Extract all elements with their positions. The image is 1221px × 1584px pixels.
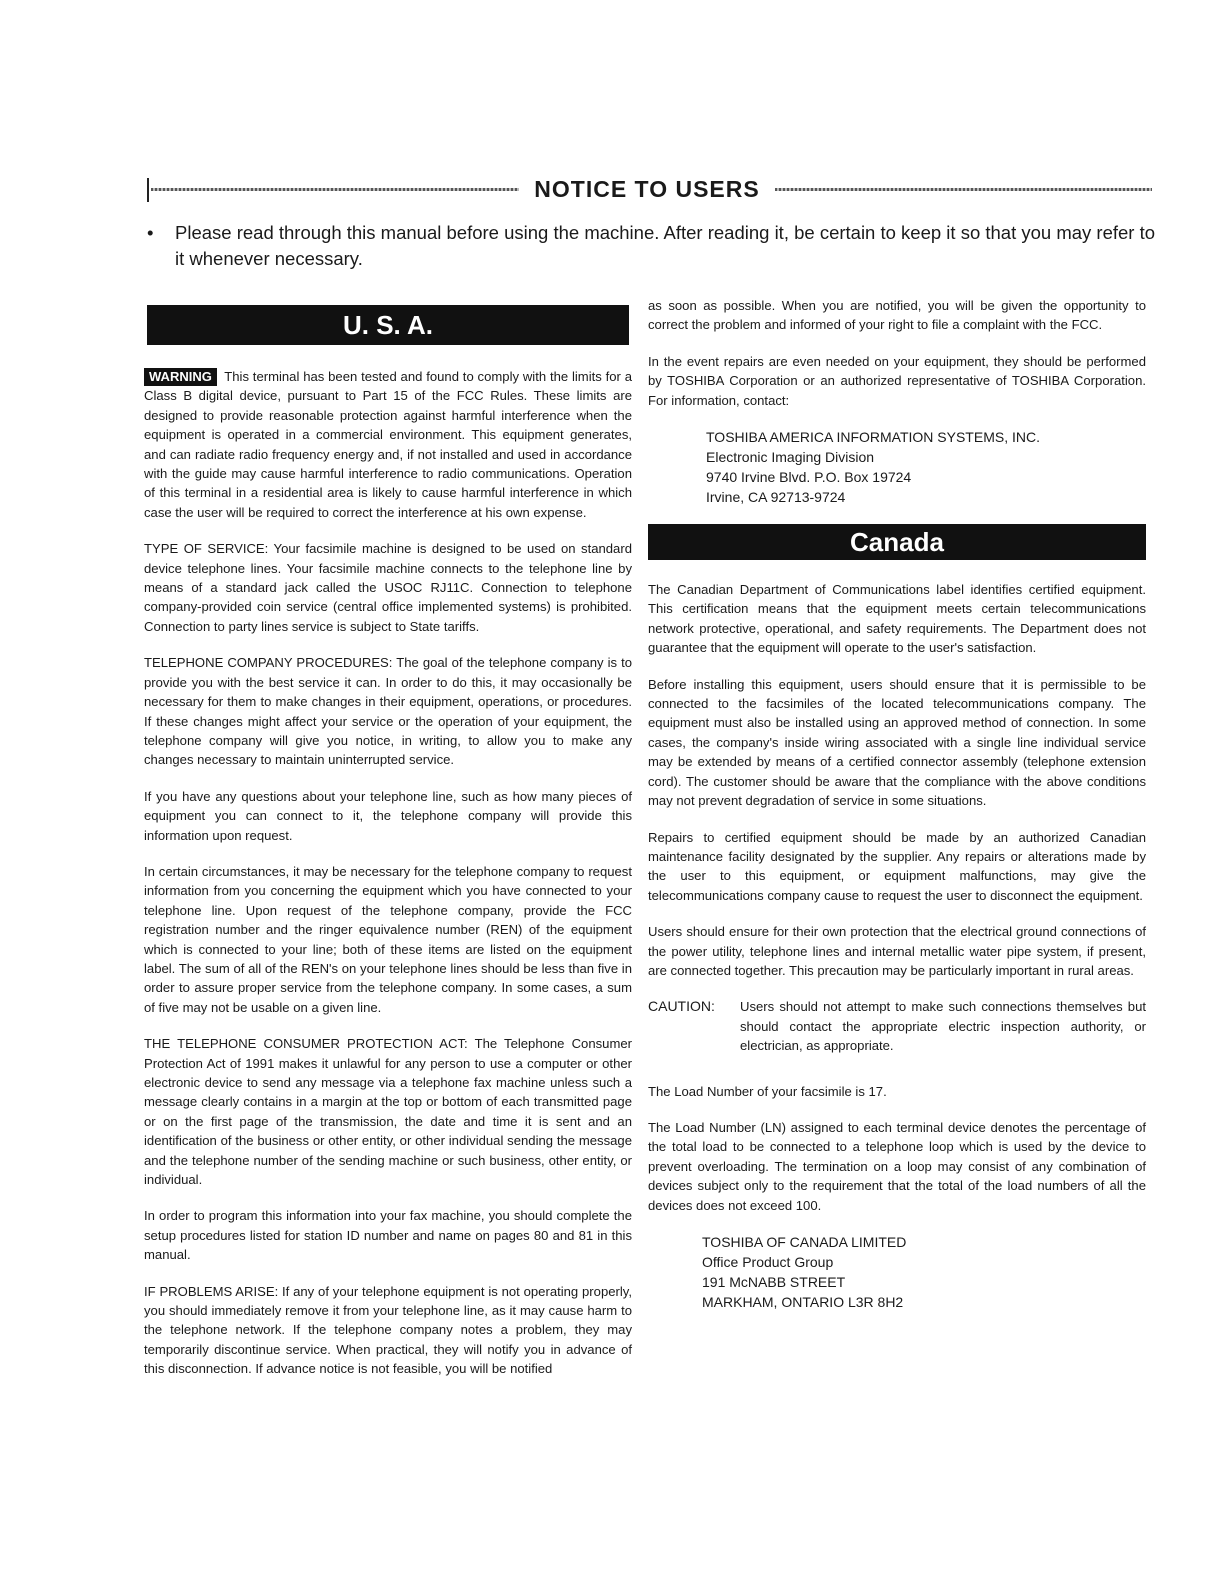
canada-protection-paragraph: Users should ensure for their own protection that the electrical ground connections of the power utility, telephone lines and internal metallic water pipe system, if present, are connected together. This precaution may be particularly important in rural areas. <box>648 924 1146 978</box>
address-line: TOSHIBA AMERICA INFORMATION SYSTEMS, INC. <box>706 429 1040 446</box>
address-line: MARKHAM, ONTARIO L3R 8H2 <box>702 1294 904 1310</box>
address-line: TOSHIBA OF CANADA LIMITED <box>702 1234 907 1250</box>
address-line: Electronic Imaging Division <box>706 449 875 466</box>
address-line: Irvine, CA 92713-9724 <box>706 489 846 506</box>
canada-label-paragraph: The Canadian Department of Communications label identifies certified equipment. This certification means that the equipment meets certain telecommunications network protective, operational, and safety requirements. The Department does not guarantee that the equipment will operate to the user's satisfaction. <box>648 582 1146 656</box>
usa-heading: U. S. A. <box>147 305 629 345</box>
repairs-paragraph: In the event repairs are even needed on your equipment, they should be performed by TOSHIBA Corporation or an authorized representative of TOSHIBA Corporation. For information, contact: <box>648 353 1146 408</box>
left-column <box>144 300 632 1396</box>
title-rule-right <box>775 188 1152 191</box>
type-of-service-paragraph: TYPE OF SERVICE: Your facsimile machine is designed to be used on standard device telephone lines. Your facsimile machine connects to the telephone line by means of a standard jack called the USOC RJ11C. Connection to telephone company-provided coin service (central office implemented systems) is prohibited. Connection to party lines service is subject to State tariffs. <box>144 541 632 634</box>
warning-badge: WARNING <box>144 368 217 386</box>
telephone-company-procedures-paragraph: TELEPHONE COMPANY PROCEDURES: The goal of the telephone company is to provide you with the best service it can. In order to do this, it may occasionally be necessary for them to make changes in their equipment, operations, or procedures. If these changes might affect your service or the operation of your equipment, the telephone company will give you notice, in writing, to allow you to make any changes necessary to maintain uninterrupted service. <box>144 655 632 768</box>
load-explanation-paragraph: The Load Number (LN) assigned to each terminal device denotes the percentage of the total load to be connected to a telephone loop which is used by the device to prevent overloading. The termination on a loop may consist of any combination of devices subject only to the requirement that the total of the load numbers of all the devices does not exceed 100. <box>648 1119 1146 1213</box>
intro-text: Please read through this manual before using the machine. After reading it, be certain to keep it so that you may refer to it whenever necessary. <box>175 222 1156 269</box>
address-line: 9740 Irvine Blvd. P.O. Box 19724 <box>706 469 912 486</box>
warning-text: This terminal has been tested and found to comply with the limits for a Class B digital device, pursuant to Part 15 of the FCC Rules. These limits are designed to provide reasonable protection against harmful interference when the equipment is operated in a commercial environment. This equipment generates, and can radiate radio frequency energy and, if not installed and used in accordance with the guide may cause harmful interference to radio communications. Operation of this terminal in a residential area is likely to cause harmful interference in which case the user will be required to correct the interference at his own expense. <box>144 369 632 520</box>
questions-paragraph: If you have any questions about your telephone line, such as how many pieces of equipment you can connect to it, the telephone company will provide this information upon request. <box>144 788 632 843</box>
right-column <box>648 296 1146 1329</box>
intro-notice <box>147 220 1157 272</box>
title-left-tick <box>147 178 149 202</box>
address-line: 191 McNABB STREET <box>702 1274 846 1290</box>
caution-block <box>648 997 1146 1055</box>
bullet-icon: • <box>147 222 154 243</box>
program-paragraph: In order to program this information into your fax machine, you should complete the setup procedures listed for station ID number and name on pages 80 and 81 in this manual. <box>144 1208 632 1263</box>
load-number-paragraph: The Load Number of your facsimile is 17. <box>648 1083 887 1099</box>
title-rule-left <box>151 188 519 191</box>
warning-paragraph <box>144 367 632 522</box>
address-line: Office Product Group <box>702 1254 834 1270</box>
caution-text: Users should not attempt to make such connections themselves but should contact the appropriate electric inspection authority, or electrician, as appropriate. <box>740 999 1146 1054</box>
circumstances-paragraph: In certain circumstances, it may be necessary for the telephone company to request information from you concerning the equipment which you have connected to your telephone line. Upon request of the telephone company, provide the FCC registration number and the ringer equivalence number (REN) of the equipment which is connected to your line; both of these items are listed on the equipment label. The sum of all of the REN's on your telephone lines should be less than five in order to assure proper service from the telephone company. In some cases, a sum of five may not be usable on a given line. <box>144 863 632 1015</box>
problems-continued-paragraph: as soon as possible. When you are notified, you will be given the opportunity to correct the problem and informed of your right to file a complaint with the FCC. <box>648 298 1146 333</box>
usa-contact-address <box>706 427 1146 507</box>
canada-heading: Canada <box>648 524 1146 560</box>
caution-label: CAUTION: <box>648 998 715 1015</box>
canada-installing-paragraph: Before installing this equipment, users should ensure that it is permissible to be connected to the facsimiles of the located telecommunications company. The equipment must also be installed using an approved method of connection. In some cases, the company's inside wiring associated with a single line individual service may be extended by means of a certified connector assembly (telephone extension cord). The customer should be aware that the compliance with the above conditions may not prevent degradation of service in some situations. <box>648 676 1146 809</box>
notice-title-row <box>147 176 1152 204</box>
canada-repairs-paragraph: Repairs to certified equipment should be made by an authorized Canadian maintenance facility designated by the supplier. Any repairs or alterations made by the user to this equipment, or equipment malfunctions, may give the telecommunications company cause to request the user to disconnect the equipment. <box>648 829 1146 903</box>
consumer-protection-paragraph: THE TELEPHONE CONSUMER PROTECTION ACT: The Telephone Consumer Protection Act of 1991 makes it unlawful for any person to use a computer or other electronic device to send any message via a telephone fax machine unless such a message clearly contains in a margin at the top or bottom of each transmitted page or on the first page of the transmission, the date and time it is sent and an identification of the business or other entity, or other individual sending the message and the telephone number of the sending machine or such business, other entity, or individual. <box>144 1036 632 1188</box>
canada-contact-address <box>702 1232 1146 1312</box>
problems-paragraph: IF PROBLEMS ARISE: If any of your telephone equipment is not operating properly, you should immediately remove it from your telephone line, as it may cause harm to the telephone network. If the telephone company notes a problem, they may temporarily discontinue service. When practical, they will notify you in advance of this disconnection. If advance notice is not feasible, you will be notified <box>144 1283 632 1377</box>
page-title: NOTICE TO USERS <box>534 176 760 202</box>
